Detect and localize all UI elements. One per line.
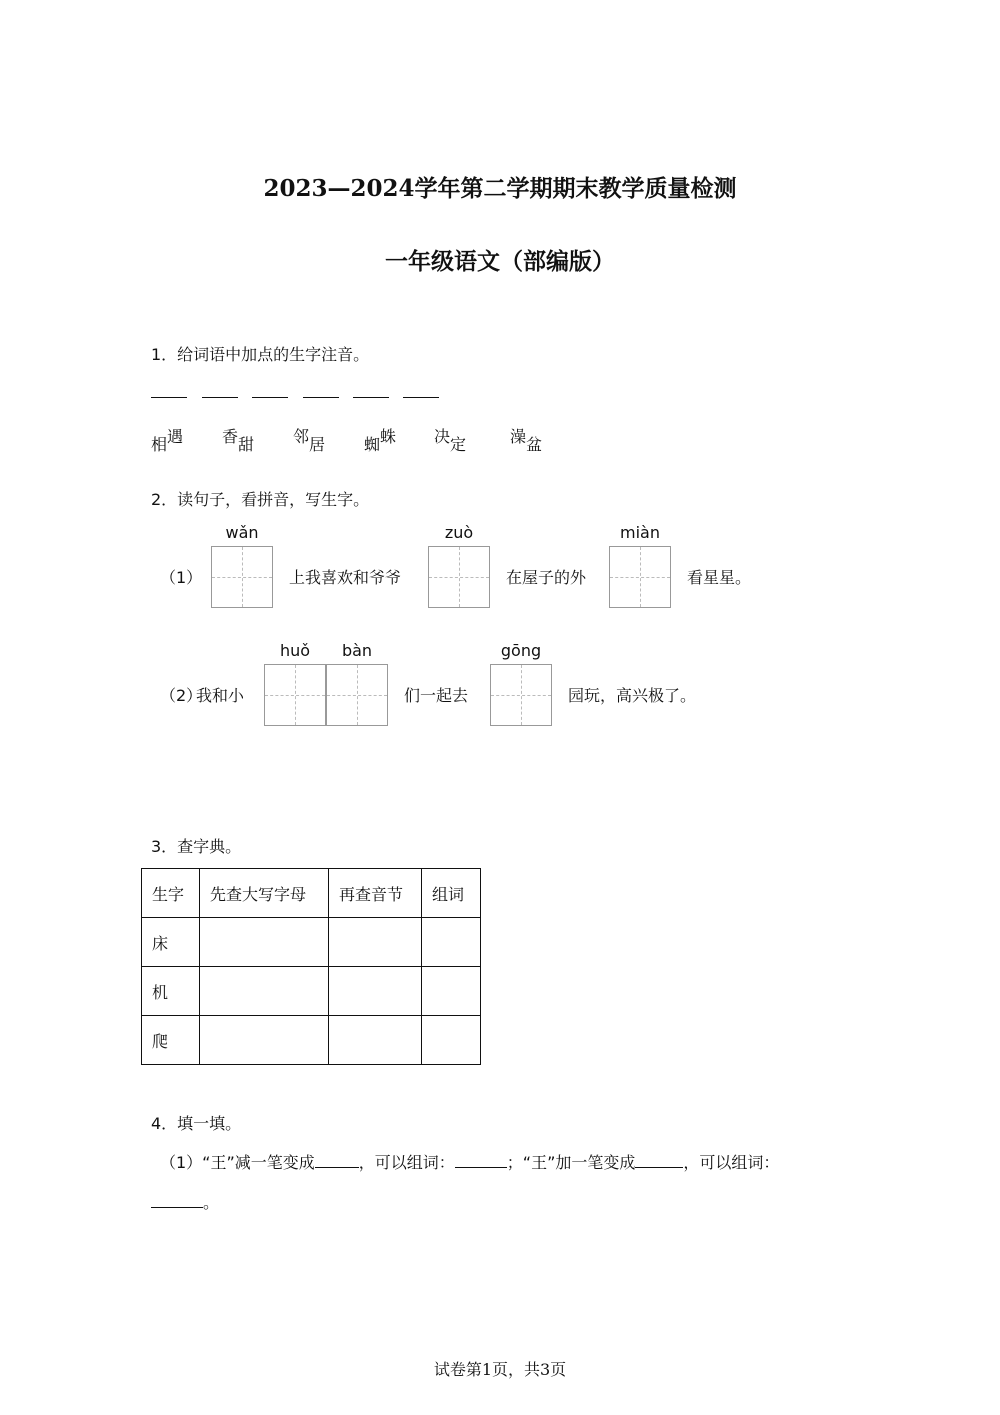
table-answer-cell[interactable] — [329, 967, 422, 1016]
tianzige-box[interactable] — [326, 664, 388, 726]
table-char-cell: 机 — [142, 967, 200, 1016]
tianzige-box[interactable] — [428, 546, 490, 608]
page-footer: 试卷第1页，共3页 — [433, 1360, 567, 1379]
tianzige-box[interactable] — [609, 546, 671, 608]
answer-blank[interactable] — [455, 1153, 507, 1168]
sentence-text: 在屋子的外 — [506, 568, 587, 587]
word-item: 澡盆 — [510, 427, 543, 454]
table-char-cell: 爬 — [142, 1016, 200, 1065]
table-answer-cell[interactable] — [200, 1016, 329, 1065]
question-4-line-1: （1）“王”减一笔变成 ，可以组词： ；“王”加一笔变成 ，可以组词： — [160, 1153, 780, 1172]
pinyin-label: zuò — [444, 523, 474, 542]
answer-blank[interactable] — [202, 397, 238, 398]
exam-title: 2023—2024学年第二学期期末教学质量检测 — [263, 175, 737, 202]
answer-blank[interactable] — [315, 1153, 359, 1168]
table-answer-cell[interactable] — [422, 967, 481, 1016]
answer-blank[interactable] — [151, 397, 187, 398]
table-answer-cell[interactable] — [329, 918, 422, 967]
tianzige-box[interactable] — [490, 664, 552, 726]
pinyin-label: miàn — [620, 523, 660, 542]
pinyin-label: gōng — [500, 641, 542, 660]
table-row — [142, 1016, 481, 1065]
dictionary-table — [141, 868, 481, 1065]
answer-blank[interactable] — [353, 397, 389, 398]
word-item: 邻居 — [293, 427, 326, 454]
sentence-2-number: （2） — [160, 686, 203, 705]
table-header-row — [142, 869, 481, 918]
question-2-prompt: 2．读句子，看拼音，写生字。 — [151, 490, 370, 509]
pinyin-label: wǎn — [225, 523, 259, 542]
table-row — [142, 918, 481, 967]
pinyin-label: bàn — [341, 641, 373, 660]
tianzige-box[interactable] — [264, 664, 326, 726]
answer-blank[interactable] — [403, 397, 439, 398]
pinyin-label: huǒ — [279, 641, 311, 660]
table-header-cell: 先查大写字母 — [200, 869, 329, 918]
table-answer-cell[interactable] — [422, 918, 481, 967]
table-answer-cell[interactable] — [200, 918, 329, 967]
word-item: 蜘蛛 — [364, 427, 397, 454]
answer-blank[interactable] — [303, 397, 339, 398]
sentence-text: 上我喜欢和爷爷 — [289, 568, 402, 587]
word-item: 香甜 — [222, 427, 255, 454]
question-4-line-2: 。 — [151, 1190, 219, 1213]
question-1-prompt: 1．给词语中加点的生字注音。 — [151, 345, 370, 364]
exam-subtitle: 一年级语文（部编版） — [385, 248, 615, 275]
word-item: 相遇 — [151, 427, 184, 454]
sentence-text: 看星星。 — [687, 568, 752, 587]
table-header-cell: 生字 — [142, 869, 200, 918]
table-header-cell: 组词 — [422, 869, 481, 918]
tianzige-box[interactable] — [211, 546, 273, 608]
sentence-text: 我和小 — [196, 686, 245, 705]
sentence-text: 园玩，高兴极了。 — [568, 686, 697, 705]
table-answer-cell[interactable] — [329, 1016, 422, 1065]
table-row — [142, 967, 481, 1016]
table-char-cell: 床 — [142, 918, 200, 967]
answer-blank[interactable] — [252, 397, 288, 398]
table-answer-cell[interactable] — [422, 1016, 481, 1065]
sentence-1-number: （1） — [160, 568, 203, 587]
question-4-prompt: 4．填一填。 — [151, 1114, 242, 1133]
table-answer-cell[interactable] — [200, 967, 329, 1016]
answer-blank[interactable] — [635, 1153, 683, 1168]
question-3-prompt: 3．查字典。 — [151, 837, 242, 856]
word-item: 决定 — [434, 427, 467, 454]
table-header-cell: 再查音节 — [329, 869, 422, 918]
sentence-text: 们一起去 — [404, 686, 469, 705]
answer-blank[interactable] — [151, 1193, 203, 1208]
